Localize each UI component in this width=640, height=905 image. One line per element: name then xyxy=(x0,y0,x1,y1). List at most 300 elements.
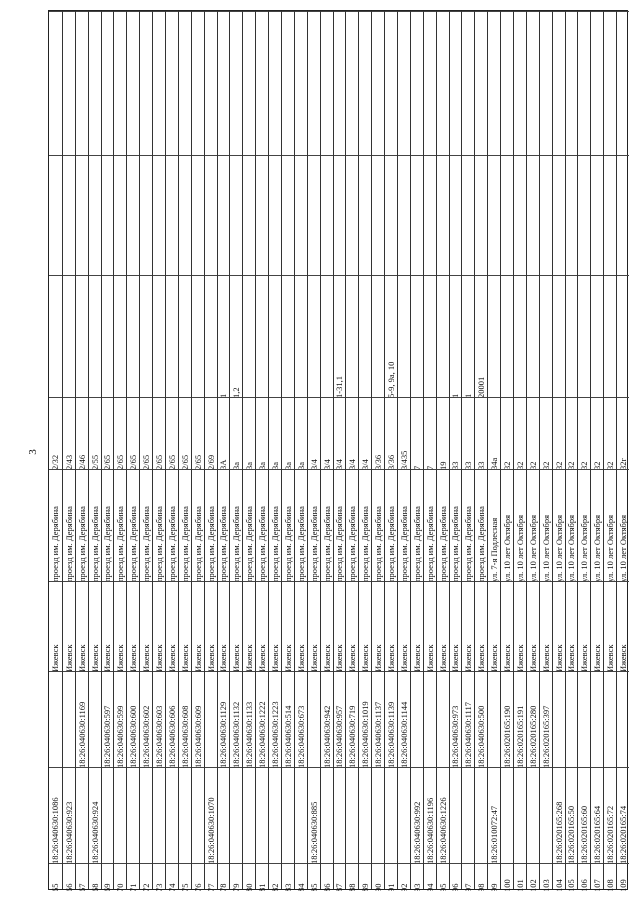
empty-cell xyxy=(578,155,590,275)
cadastral-parent-cell xyxy=(102,767,114,863)
cadastral-number-cell: 18:26:040630:606 xyxy=(166,671,178,767)
house-cell: 3а xyxy=(269,397,281,469)
apartment-cell xyxy=(63,275,75,397)
cadastral-parent-cell xyxy=(179,767,191,863)
apartment-cell xyxy=(424,275,436,397)
empty-cell xyxy=(488,155,500,275)
empty-cell xyxy=(359,11,371,155)
cadastral-number-cell: 18:26:040630:1133 xyxy=(243,671,255,767)
cadastral-number-cell: 18:26:040630:600 xyxy=(127,671,139,767)
street-cell: проезд им. Дерябина xyxy=(295,469,307,581)
row-number-cell: 81 xyxy=(256,863,268,891)
empty-cell xyxy=(256,11,268,155)
empty-cell xyxy=(527,11,539,155)
house-cell: 32 xyxy=(553,397,565,469)
cadastral-number-cell: 18:26:040630:608 xyxy=(179,671,191,767)
empty-cell xyxy=(617,11,629,155)
table-row xyxy=(449,11,462,889)
street-cell: проезд им. Дерябина xyxy=(385,469,397,581)
empty-cell xyxy=(230,155,242,275)
house-cell: 2/46 xyxy=(76,397,88,469)
apartment-cell xyxy=(514,275,526,397)
empty-cell xyxy=(179,11,191,155)
empty-cell xyxy=(166,11,178,155)
apartment-cell xyxy=(308,275,320,397)
apartment-cell xyxy=(153,275,165,397)
house-cell: 32 xyxy=(566,397,578,469)
apartment-cell xyxy=(604,275,616,397)
street-cell: проезд им. Дерябина xyxy=(450,469,462,581)
city-cell: Ижевск xyxy=(140,581,152,671)
apartment-cell xyxy=(411,275,423,397)
apartment-cell xyxy=(488,275,500,397)
cadastral-parent-cell xyxy=(76,767,88,863)
empty-cell xyxy=(566,11,578,155)
table-row xyxy=(75,11,88,889)
empty-cell xyxy=(334,11,346,155)
table-row xyxy=(358,11,371,889)
empty-cell xyxy=(192,11,204,155)
empty-cell xyxy=(372,155,384,275)
empty-cell xyxy=(437,155,449,275)
cadastral-number-cell xyxy=(411,671,423,767)
row-number-cell: 66 xyxy=(63,863,75,891)
cadastral-number-cell: 18:26:040630:673 xyxy=(295,671,307,767)
empty-cell xyxy=(63,11,75,155)
house-cell: 32 xyxy=(514,397,526,469)
apartment-cell xyxy=(359,275,371,397)
city-cell: Ижевск xyxy=(591,581,603,671)
table-row xyxy=(217,11,230,889)
table-row xyxy=(191,11,204,889)
street-cell: ул. 10 лет Октября xyxy=(501,469,513,581)
city-cell: Ижевск xyxy=(372,581,384,671)
city-cell: Ижевск xyxy=(359,581,371,671)
cadastral-parent-cell: 18:26:020165:60 xyxy=(578,767,590,863)
city-cell: Ижевск xyxy=(218,581,230,671)
street-cell: проезд им. Дерябина xyxy=(127,469,139,581)
street-cell: проезд им. Дерябина xyxy=(398,469,410,581)
apartment-cell xyxy=(140,275,152,397)
apartment-cell xyxy=(256,275,268,397)
empty-cell xyxy=(192,155,204,275)
empty-cell xyxy=(591,155,603,275)
empty-cell xyxy=(450,155,462,275)
empty-cell xyxy=(114,155,126,275)
house-cell: 2/65 xyxy=(179,397,191,469)
cadastral-parent-cell: 18:26:020165:64 xyxy=(591,767,603,863)
empty-cell xyxy=(501,11,513,155)
cadastral-parent-cell xyxy=(514,767,526,863)
empty-cell xyxy=(63,155,75,275)
cadastral-parent-cell xyxy=(385,767,397,863)
cadastral-number-cell: 18:26:040630:603 xyxy=(153,671,165,767)
city-cell: Ижевск xyxy=(540,581,552,671)
row-number-cell: 108 xyxy=(604,863,616,891)
apartment-cell xyxy=(398,275,410,397)
cadastral-parent-cell xyxy=(256,767,268,863)
row-number-cell: 84 xyxy=(295,863,307,891)
row-number-cell: 101 xyxy=(514,863,526,891)
table-row xyxy=(371,11,384,889)
table-row xyxy=(307,11,320,889)
city-cell: Ижевск xyxy=(127,581,139,671)
empty-cell xyxy=(475,11,487,155)
empty-cell xyxy=(127,11,139,155)
street-cell: ул. 10 лет Октября xyxy=(604,469,616,581)
empty-cell xyxy=(282,11,294,155)
city-cell: Ижевск xyxy=(385,581,397,671)
cadastral-parent-cell xyxy=(501,767,513,863)
table-row xyxy=(178,11,191,889)
street-cell: проезд им. Дерябина xyxy=(334,469,346,581)
house-cell: 34а xyxy=(488,397,500,469)
table-row xyxy=(126,11,139,889)
apartment-cell: 1-31,1 xyxy=(334,275,346,397)
cadastral-number-cell: 18:26:040630:1223 xyxy=(269,671,281,767)
city-cell: Ижевск xyxy=(334,581,346,671)
cadastral-parent-cell xyxy=(153,767,165,863)
cadastral-number-cell: 18:26:040630:1019 xyxy=(359,671,371,767)
apartment-cell: 1,2 xyxy=(230,275,242,397)
cadastral-number-cell xyxy=(424,671,436,767)
row-number-cell: 105 xyxy=(566,863,578,891)
cadastral-number-cell: 18:26:040630:599 xyxy=(114,671,126,767)
empty-cell xyxy=(385,155,397,275)
house-cell: 3/4 xyxy=(308,397,320,469)
empty-cell xyxy=(411,11,423,155)
row-number-cell: 70 xyxy=(114,863,126,891)
apartment-cell: 1 xyxy=(450,275,462,397)
street-cell: ул. 10 лет Октября xyxy=(527,469,539,581)
city-cell: Ижевск xyxy=(256,581,268,671)
apartment-cell xyxy=(49,275,62,397)
empty-cell xyxy=(269,11,281,155)
empty-cell xyxy=(604,155,616,275)
table-row xyxy=(539,11,552,889)
apartment-cell xyxy=(566,275,578,397)
empty-cell xyxy=(243,155,255,275)
cadastral-parent-cell xyxy=(269,767,281,863)
street-cell: проезд им. Дерябина xyxy=(140,469,152,581)
apartment-cell xyxy=(540,275,552,397)
cadastral-parent-cell: 18:26:040630:924 xyxy=(89,767,101,863)
apartment-cell xyxy=(192,275,204,397)
table-row xyxy=(397,11,410,889)
empty-cell xyxy=(76,11,88,155)
empty-cell xyxy=(153,11,165,155)
cadastral-number-cell: 18:26:040630:973 xyxy=(450,671,462,767)
house-cell: 2/32 xyxy=(49,397,62,469)
cadastral-number-cell: 18:26:040630:1139 xyxy=(385,671,397,767)
city-cell: Ижевск xyxy=(63,581,75,671)
empty-cell xyxy=(140,11,152,155)
apartment-cell xyxy=(295,275,307,397)
table-row xyxy=(500,11,513,889)
cadastral-number-cell: 18:26:040630:602 xyxy=(140,671,152,767)
row-number-cell: 75 xyxy=(179,863,191,891)
table-row xyxy=(88,11,101,889)
empty-cell xyxy=(372,11,384,155)
apartment-cell xyxy=(321,275,333,397)
street-cell: проезд им. Дерябина xyxy=(76,469,88,581)
apartment-cell xyxy=(127,275,139,397)
street-cell: проезд им. Дерябина xyxy=(321,469,333,581)
cadastral-parent-cell xyxy=(140,767,152,863)
empty-cell xyxy=(450,11,462,155)
cadastral-number-cell: 18:26:020165:190 xyxy=(501,671,513,767)
empty-cell xyxy=(205,11,217,155)
empty-cell xyxy=(334,155,346,275)
house-cell: 7 xyxy=(411,397,423,469)
row-number-cell: 93 xyxy=(411,863,423,891)
city-cell: Ижевск xyxy=(578,581,590,671)
street-cell: проезд им. Дерябина xyxy=(153,469,165,581)
table-row xyxy=(616,11,629,889)
apartment-cell xyxy=(553,275,565,397)
cadastral-number-cell: 18:26:020165:397 xyxy=(540,671,552,767)
row-number-cell: 109 xyxy=(617,863,629,891)
table-row xyxy=(101,11,114,889)
table-row xyxy=(384,11,397,889)
cadastral-number-cell xyxy=(437,671,449,767)
street-cell: проезд им. Дерябина xyxy=(230,469,242,581)
table-row xyxy=(204,11,217,889)
house-cell: 33 xyxy=(475,397,487,469)
cadastral-parent-cell xyxy=(218,767,230,863)
cadastral-parent-cell: 18:26:040630:1086 xyxy=(49,767,62,863)
empty-cell xyxy=(295,155,307,275)
table-row xyxy=(513,11,526,889)
house-cell: 33 xyxy=(462,397,474,469)
apartment-cell xyxy=(89,275,101,397)
apartment-cell: 1 xyxy=(462,275,474,397)
apartment-cell xyxy=(346,275,358,397)
row-number-cell: 73 xyxy=(153,863,165,891)
cadastral-parent-cell xyxy=(192,767,204,863)
apartment-cell: 1 xyxy=(218,275,230,397)
city-cell: Ижевск xyxy=(424,581,436,671)
street-cell: проезд им. Дерябина xyxy=(102,469,114,581)
table-row xyxy=(113,11,126,889)
apartment-cell xyxy=(578,275,590,397)
apartment-cell xyxy=(617,275,629,397)
house-cell: 2/69 xyxy=(205,397,217,469)
street-cell: ул. 10 лет Октября xyxy=(578,469,590,581)
empty-cell xyxy=(617,155,629,275)
cadastral-parent-cell: 18:26:040630:1070 xyxy=(205,767,217,863)
street-cell: проезд им. Дерябина xyxy=(205,469,217,581)
empty-cell xyxy=(346,155,358,275)
table-row xyxy=(552,11,565,889)
row-number-cell: 76 xyxy=(192,863,204,891)
row-number-cell: 78 xyxy=(218,863,230,891)
house-cell: 2/65 xyxy=(153,397,165,469)
empty-cell xyxy=(566,155,578,275)
table-row xyxy=(461,11,474,889)
empty-cell xyxy=(553,11,565,155)
empty-cell xyxy=(437,11,449,155)
city-cell: Ижевск xyxy=(450,581,462,671)
empty-cell xyxy=(398,11,410,155)
cadastral-number-cell xyxy=(89,671,101,767)
empty-cell xyxy=(501,155,513,275)
apartment-cell xyxy=(243,275,255,397)
empty-cell xyxy=(230,11,242,155)
street-cell: ул. 10 лет Октября xyxy=(591,469,603,581)
empty-cell xyxy=(346,11,358,155)
cadastral-number-cell xyxy=(488,671,500,767)
table-row xyxy=(281,11,294,889)
empty-cell xyxy=(205,155,217,275)
city-cell: Ижевск xyxy=(398,581,410,671)
cadastral-parent-cell xyxy=(282,767,294,863)
apartment-cell xyxy=(437,275,449,397)
empty-cell xyxy=(49,155,62,275)
cadastral-parent-cell: 18:26:020165:50 xyxy=(566,767,578,863)
house-cell: 32 xyxy=(540,397,552,469)
row-number-cell: 92 xyxy=(398,863,410,891)
row-number-cell: 71 xyxy=(127,863,139,891)
house-cell: 7 xyxy=(424,397,436,469)
city-cell: Ижевск xyxy=(179,581,191,671)
city-cell: Ижевск xyxy=(308,581,320,671)
apartment-cell xyxy=(527,275,539,397)
cadastral-parent-cell xyxy=(243,767,255,863)
empty-cell xyxy=(514,11,526,155)
house-cell: 32г xyxy=(617,397,629,469)
empty-cell xyxy=(140,155,152,275)
cadastral-parent-cell xyxy=(230,767,242,863)
cadastral-number-cell: 18:26:040630:1117 xyxy=(462,671,474,767)
row-number-cell: 79 xyxy=(230,863,242,891)
house-cell: 3а xyxy=(230,397,242,469)
empty-cell xyxy=(462,155,474,275)
house-cell: 3а xyxy=(295,397,307,469)
street-cell: проезд им. Дерябина xyxy=(475,469,487,581)
house-cell: 2/43 xyxy=(63,397,75,469)
empty-cell xyxy=(488,11,500,155)
house-cell: 3/4 xyxy=(359,397,371,469)
street-cell: проезд им. Дерябина xyxy=(166,469,178,581)
city-cell: Ижевск xyxy=(76,581,88,671)
city-cell: Ижевск xyxy=(501,581,513,671)
city-cell: Ижевск xyxy=(617,581,629,671)
empty-cell xyxy=(127,155,139,275)
city-cell: Ижевск xyxy=(488,581,500,671)
cadastral-parent-cell xyxy=(166,767,178,863)
city-cell: Ижевск xyxy=(114,581,126,671)
city-cell: Ижевск xyxy=(553,581,565,671)
cadastral-parent-cell xyxy=(450,767,462,863)
apartment-cell xyxy=(282,275,294,397)
city-cell: Ижевск xyxy=(346,581,358,671)
empty-cell xyxy=(591,11,603,155)
city-cell: Ижевск xyxy=(527,581,539,671)
apartment-cell xyxy=(102,275,114,397)
cadastral-number-cell: 18:26:040630:1169 xyxy=(76,671,88,767)
house-cell: 32 xyxy=(527,397,539,469)
data-table xyxy=(48,10,628,890)
street-cell: проезд им. Дерябина xyxy=(114,469,126,581)
table-row xyxy=(487,11,500,889)
cadastral-parent-cell xyxy=(127,767,139,863)
cadastral-number-cell: 18:26:040630:1144 xyxy=(398,671,410,767)
street-cell: проезд им. Дерябина xyxy=(192,469,204,581)
empty-cell xyxy=(424,155,436,275)
cadastral-parent-cell: 18:26:040630:1226 xyxy=(437,767,449,863)
cadastral-parent-cell: 18:26:010072:47 xyxy=(488,767,500,863)
street-cell: ул. 7-я Подлесная xyxy=(488,469,500,581)
cadastral-parent-cell xyxy=(359,767,371,863)
house-cell: 3/36 xyxy=(385,397,397,469)
city-cell: Ижевск xyxy=(475,581,487,671)
empty-cell xyxy=(243,11,255,155)
cadastral-number-cell xyxy=(578,671,590,767)
cadastral-number-cell: 18:26:040630:1132 xyxy=(230,671,242,767)
table-row xyxy=(242,11,255,889)
empty-cell xyxy=(308,155,320,275)
table-row xyxy=(590,11,603,889)
empty-cell xyxy=(89,11,101,155)
table-row xyxy=(565,11,578,889)
empty-cell xyxy=(359,155,371,275)
street-cell: проезд им. Дерябина xyxy=(308,469,320,581)
apartment-cell xyxy=(269,275,281,397)
empty-cell xyxy=(475,155,487,275)
city-cell: Ижевск xyxy=(49,581,62,671)
cadastral-parent-cell: 18:26:040630:1196 xyxy=(424,767,436,863)
street-cell: проезд им. Дерябина xyxy=(49,469,62,581)
cadastral-parent-cell xyxy=(475,767,487,863)
row-number-cell: 99 xyxy=(488,863,500,891)
row-number-cell: 65 xyxy=(49,863,62,891)
cadastral-number-cell xyxy=(308,671,320,767)
cadastral-parent-cell: 18:26:040630:885 xyxy=(308,767,320,863)
street-cell: проезд им. Дерябина xyxy=(346,469,358,581)
street-cell: проезд им. Дерябина xyxy=(424,469,436,581)
empty-cell xyxy=(578,11,590,155)
cadastral-number-cell: 18:26:020165:191 xyxy=(514,671,526,767)
house-cell: 2/55 xyxy=(89,397,101,469)
table-row xyxy=(333,11,346,889)
cadastral-number-cell xyxy=(63,671,75,767)
table-row xyxy=(577,11,590,889)
cadastral-parent-cell xyxy=(527,767,539,863)
city-cell: Ижевск xyxy=(604,581,616,671)
house-cell: 3/4 xyxy=(334,397,346,469)
row-number-cell: 83 xyxy=(282,863,294,891)
empty-cell xyxy=(424,11,436,155)
row-number-cell: 88 xyxy=(346,863,358,891)
cadastral-number-cell: 18:26:020165:280 xyxy=(527,671,539,767)
empty-cell xyxy=(308,11,320,155)
row-number-cell: 87 xyxy=(334,863,346,891)
empty-cell xyxy=(411,155,423,275)
cadastral-number-cell xyxy=(566,671,578,767)
cadastral-number-cell xyxy=(205,671,217,767)
row-number-cell: 69 xyxy=(102,863,114,891)
cadastral-parent-cell xyxy=(114,767,126,863)
street-cell: ул. 10 лет Октября xyxy=(540,469,552,581)
table-row xyxy=(345,11,358,889)
cadastral-parent-cell xyxy=(346,767,358,863)
house-cell: 32 xyxy=(591,397,603,469)
table-row xyxy=(474,11,487,889)
cadastral-number-cell xyxy=(553,671,565,767)
house-cell: 3/4 xyxy=(321,397,333,469)
city-cell: Ижевск xyxy=(192,581,204,671)
